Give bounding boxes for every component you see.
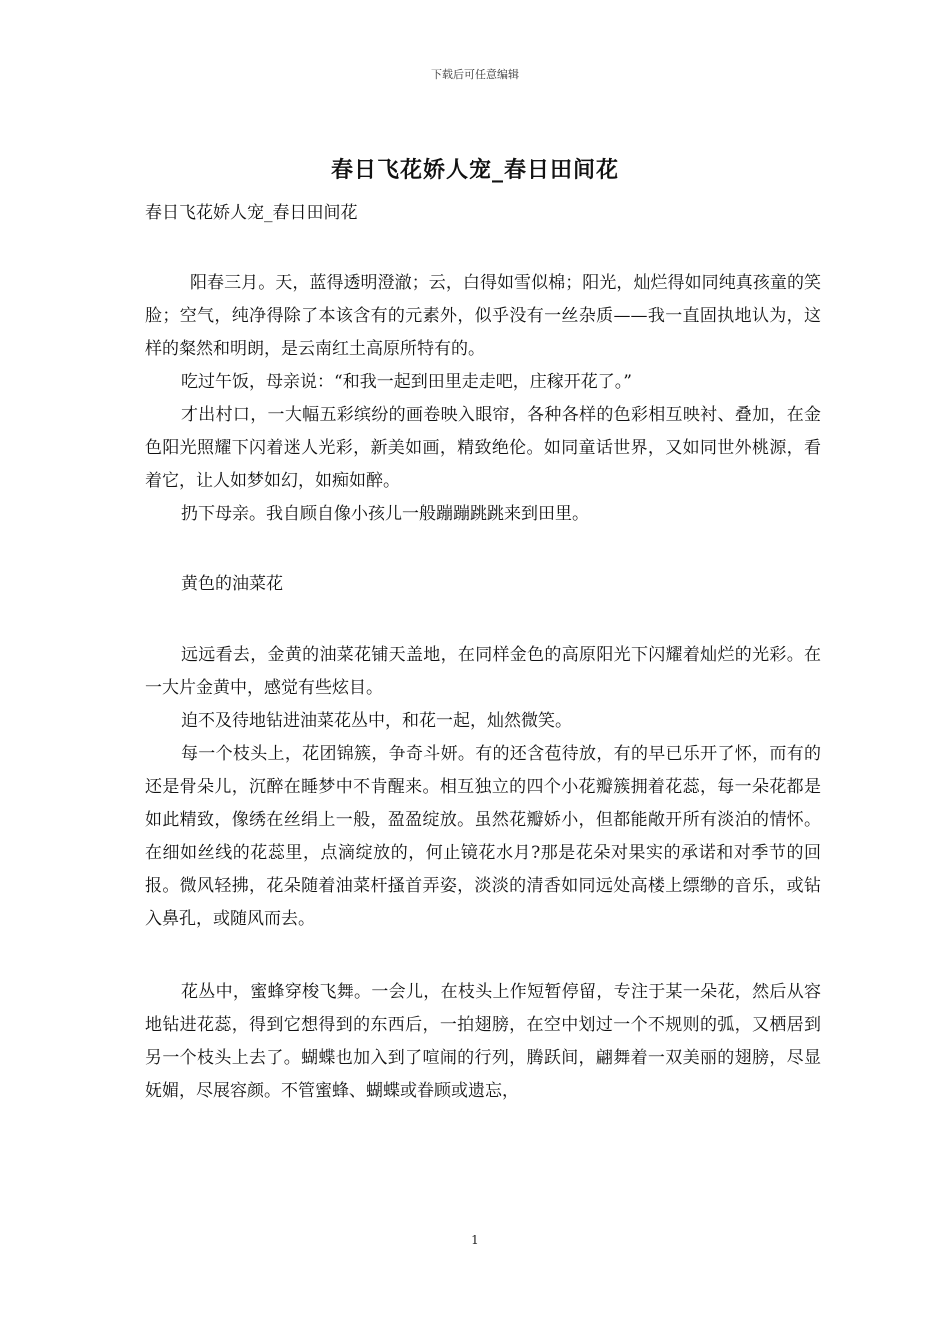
paragraph: 阳春三月。天，蓝得透明澄澈；云，白得如雪似棉；阳光，灿烂得如同纯真孩童的笑脸；空气，纯净得除了本该含有的元素外，似乎没有一丝杂质——我一直固执地认为，这样的粲然和明朗，是云南红土高原所特有的。 [145,273,821,359]
paragraph: 才出村口，一大幅五彩缤纷的画卷映入眼帘，各种各样的色彩相互映衬、叠加，在金色阳光照耀下闪着迷人光彩，新美如画，精致绝伦。如同童话世界，又如同世外桃源，看着它，让人如梦如幻，如痴如醉。 [145,405,821,491]
document-title: 春日飞花娇人宠_春日田间花 [330,157,619,183]
paragraph: 远远看去，金黄的油菜花铺天盖地，在同样金色的高原阳光下闪耀着灿烂的光彩。在一大片金黄中，感觉有些炫目。 [145,645,821,698]
document-subtitle: 春日飞花娇人宠_春日田间花 [145,203,358,223]
paragraph: 吃过午饭，母亲说：“和我一起到田里走走吧，庄稼开花了。” [181,372,632,392]
page-number: 1 [471,1233,479,1247]
header-note: 下载后可任意编辑 [431,68,519,81]
paragraph: 每一个枝头上，花团锦簇，争奇斗妍。有的还含苞待放，有的早已乐开了怀，而有的还是骨朵儿，沉醉在睡梦中不肯醒来。相互独立的四个小花瓣簇拥着花蕊，每一朵花都是如此精致，像绣在丝绢上一般，盈盈绽放。虽然花瓣娇小，但都能敞开所有淡泊的情怀。在细如丝线的花蕊里，点滴绽放的，何止镜花水月?那是花朵对果实的承诺和对季节的回报。微风轻拂，花朵随着油菜杆搔首弄姿，淡淡的清香如同远处高楼上缥缈的音乐，或钻入鼻孔，或随风而去。 [145,744,821,929]
paragraph: 花丛中，蜜蜂穿梭飞舞。一会儿，在枝头上作短暂停留，专注于某一朵花，然后从容地钻进花蕊，得到它想得到的东西后，一拍翅膀，在空中划过一个不规则的弧，又栖居到另一个枝头上去了。蝴蝶也加入到了喧闹的行列，腾跃间，翩舞着一双美丽的翅膀，尽显妩媚，尽展容颜。不管蜜蜂、蝴蝶或眷顾或遗忘， [145,982,821,1101]
paragraph: 扔下母亲。我自顾自像小孩儿一般蹦蹦跳跳来到田里。 [181,504,589,524]
paragraph: 迫不及待地钻进油菜花丛中，和花一起，灿然微笑。 [181,711,572,731]
document-body [145,197,821,1108]
section-heading: 黄色的油菜花 [181,574,283,594]
